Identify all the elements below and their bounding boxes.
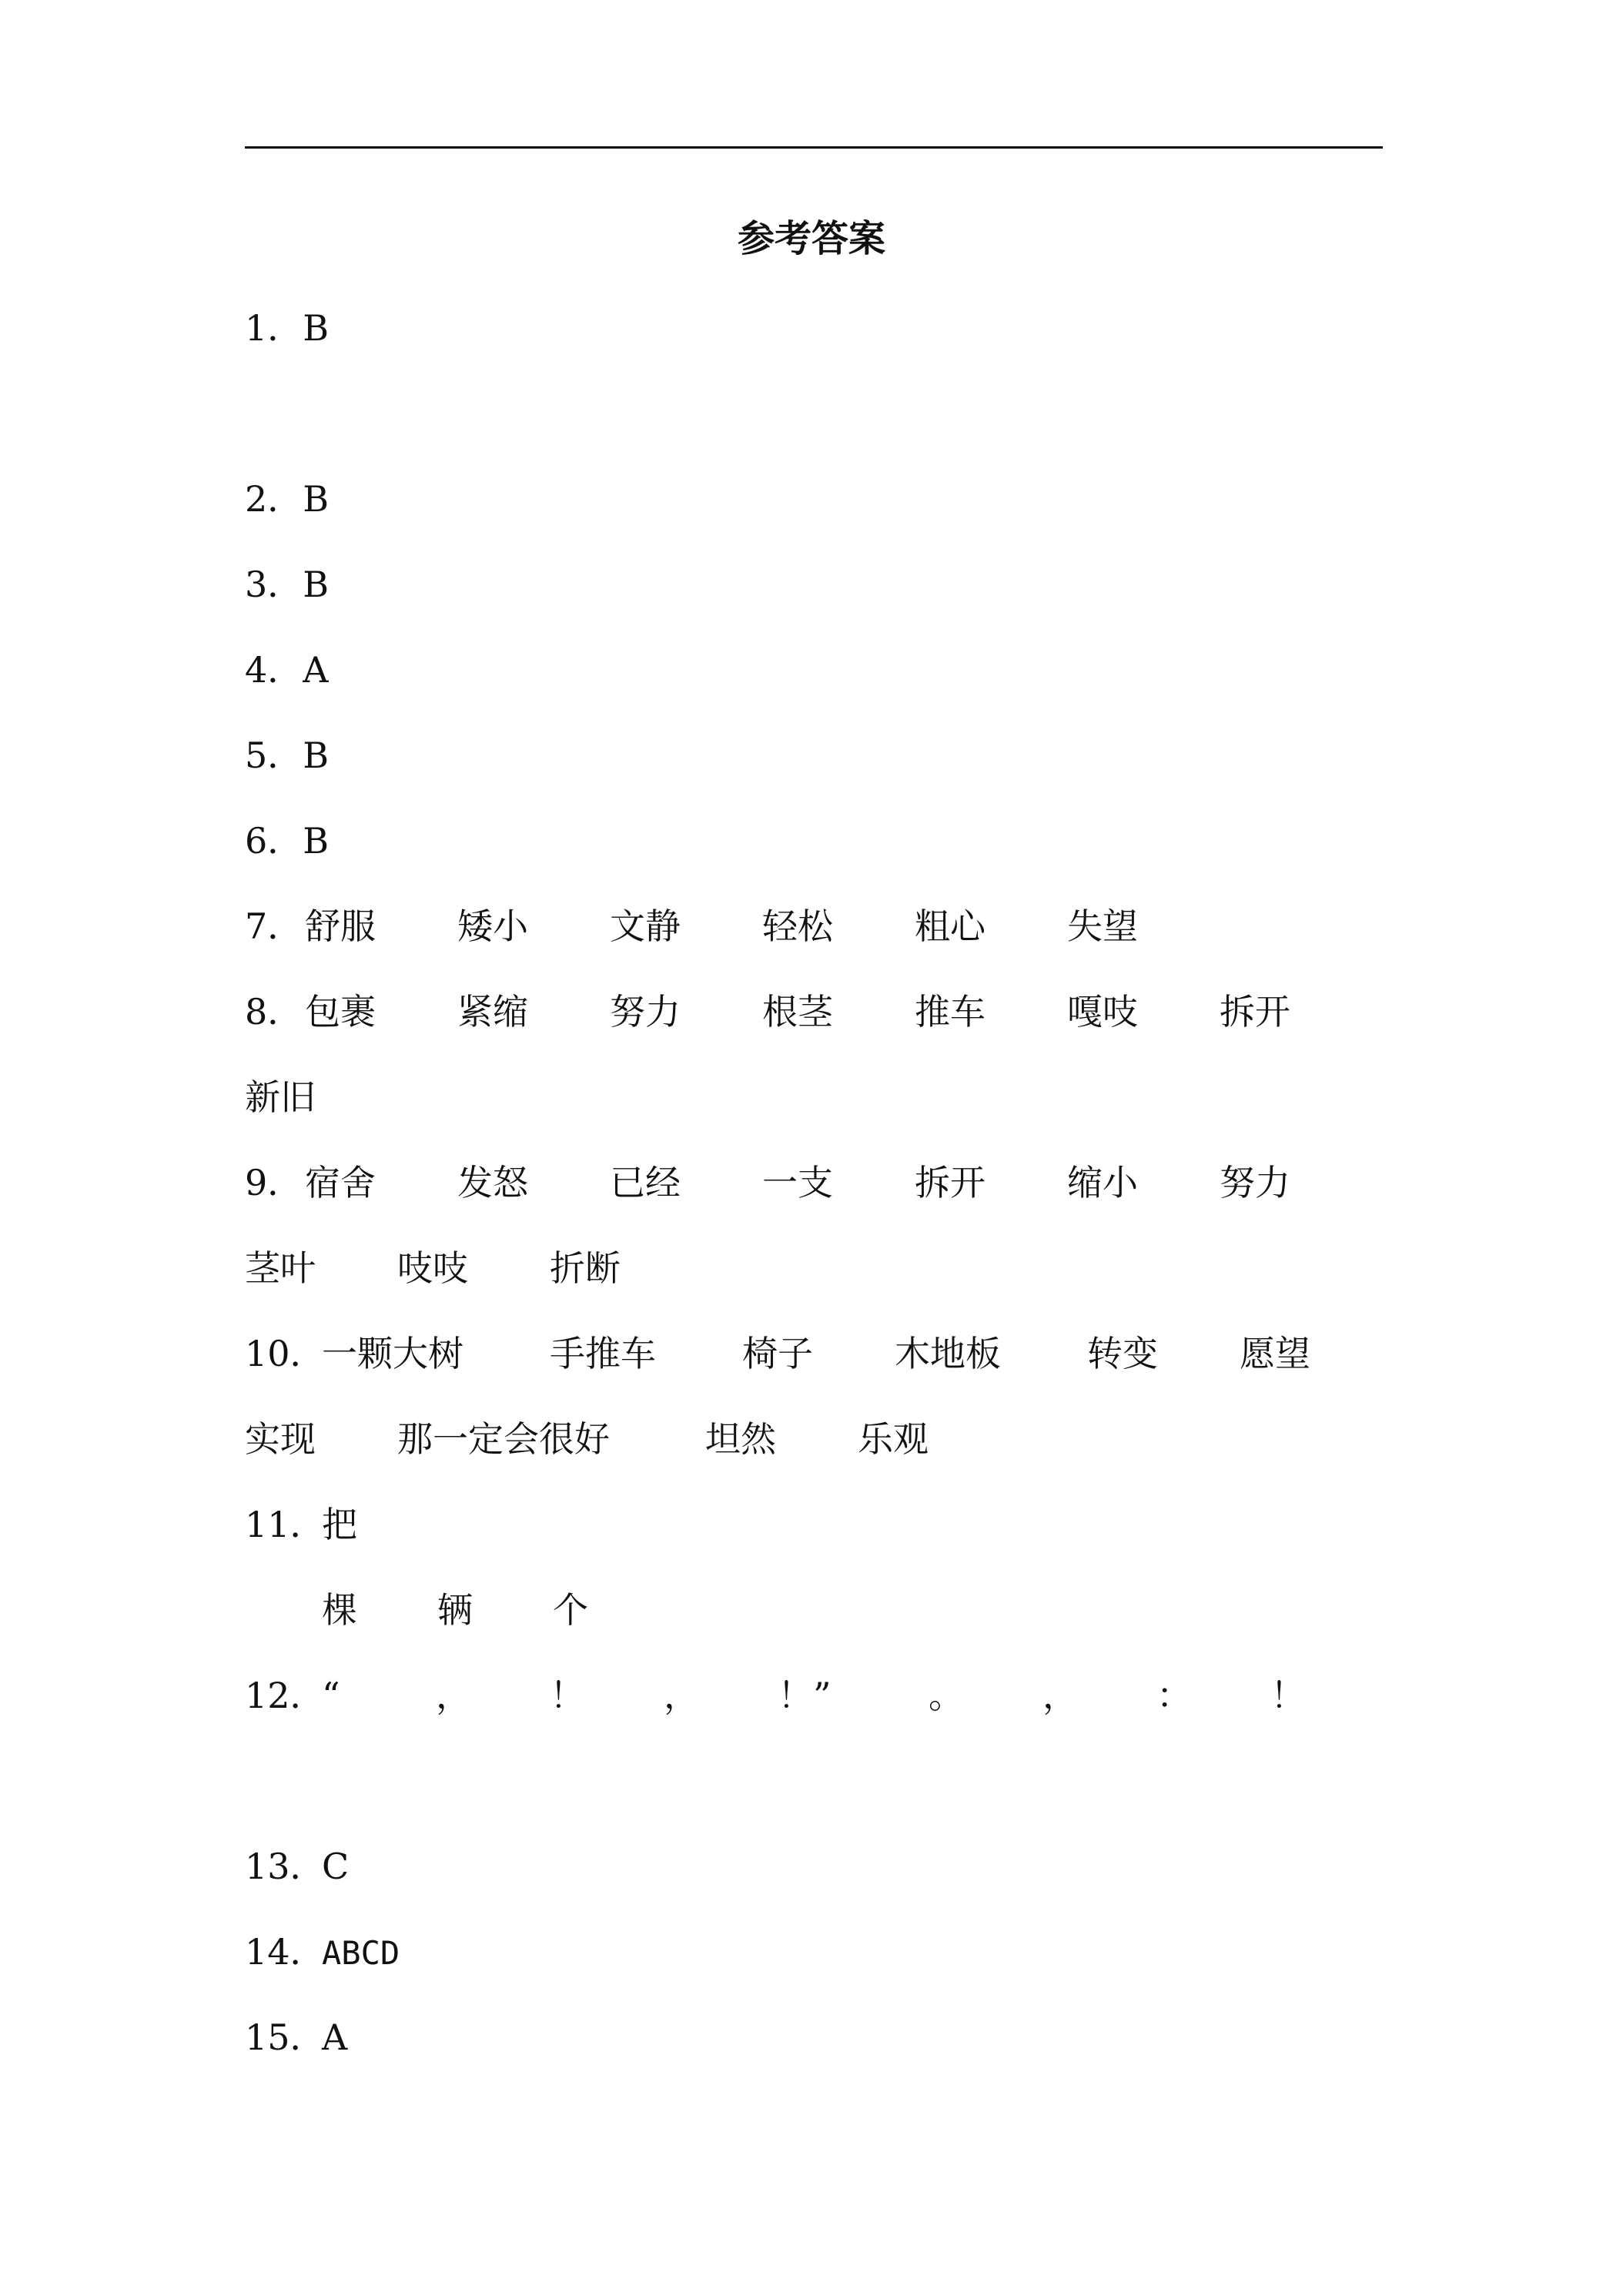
answer-9: [245, 1158, 1290, 1207]
answer-word: 舒服: [305, 905, 376, 947]
answer-word: 椅子: [742, 1333, 813, 1374]
answer-10-continuation: [245, 1414, 929, 1464]
punctuation-mark: 。: [929, 1675, 964, 1716]
answer-text: B: [303, 307, 330, 349]
answer-number: 15．: [245, 2017, 326, 2058]
answer-word: 缩小: [1067, 1162, 1138, 1203]
answer-number: 2．: [245, 478, 303, 520]
answer-word: 拆开: [915, 1162, 986, 1203]
answer-8-continuation: [245, 1073, 316, 1122]
answer-word: 宿舍: [305, 1162, 376, 1203]
answer-number: 5．: [245, 735, 303, 776]
answer-number: 8．: [245, 991, 303, 1033]
answer-5: [245, 731, 329, 780]
answer-word: 那一定会很好: [397, 1418, 610, 1460]
answer-word: 愿望: [1240, 1333, 1310, 1374]
answer-number: 9．: [245, 1162, 303, 1203]
answer-number: 6．: [245, 820, 303, 862]
answer-word: 一支: [762, 1162, 833, 1203]
answer-text: B: [303, 478, 330, 520]
header-rule: [245, 146, 1383, 149]
answer-13: [245, 1842, 349, 1891]
answer-word: 乐观: [858, 1418, 929, 1460]
punctuation-mark: ，: [436, 1675, 471, 1716]
answer-9-continuation: [245, 1243, 621, 1293]
answer-word: 手推车: [550, 1333, 656, 1374]
punctuation-mark: ！”: [778, 1675, 832, 1716]
answer-word: 已经: [610, 1162, 681, 1203]
answer-11: [245, 1500, 357, 1549]
answer-number: 4．: [245, 649, 303, 691]
punctuation-mark: “: [322, 1675, 340, 1716]
answer-text: B: [303, 564, 330, 605]
answer-14: [245, 1927, 400, 1978]
answer-word: 拆开: [1220, 991, 1290, 1033]
answer-text: B: [303, 820, 330, 862]
answer-text: A: [303, 649, 329, 691]
punctuation-mark: ，: [1042, 1675, 1078, 1716]
answer-11-continuation: [322, 1585, 588, 1635]
answer-number: 1．: [245, 307, 303, 349]
answer-word: 发怒: [457, 1162, 528, 1203]
answer-word: 包裹: [305, 991, 376, 1033]
answer-word: 努力: [610, 991, 681, 1033]
answer-7: [245, 902, 1138, 951]
answer-word: 失望: [1067, 905, 1138, 947]
answer-2: [245, 474, 329, 524]
answer-word: 吱吱: [397, 1247, 468, 1289]
answer-word: 坦然: [705, 1418, 776, 1460]
answer-number: 14．: [245, 1931, 326, 1973]
answer-word: 个: [553, 1589, 588, 1631]
answer-word: 新旧: [245, 1076, 316, 1118]
answer-word: 粗心: [915, 905, 986, 947]
answer-word: 辆: [437, 1589, 473, 1631]
answer-3: [245, 560, 329, 609]
answer-10: [245, 1329, 1310, 1378]
answer-word: 棵: [322, 1589, 357, 1631]
answer-word: 根茎: [762, 991, 833, 1033]
answer-1: [245, 303, 329, 353]
punctuation-mark: ！: [550, 1675, 585, 1716]
answer-word: 嘎吱: [1067, 991, 1138, 1033]
answer-number: 11．: [245, 1504, 326, 1545]
answer-word: 转变: [1087, 1333, 1158, 1374]
answer-text: A: [322, 2017, 348, 2058]
answer-word: 文静: [610, 905, 681, 947]
answer-word: 木地板: [895, 1333, 1001, 1374]
answer-6: [245, 816, 329, 865]
punctuation-mark: ！: [1270, 1675, 1306, 1716]
answer-12: [245, 1671, 1306, 1720]
answer-word: 矮小: [457, 905, 528, 947]
answer-text: 把: [322, 1504, 357, 1545]
answer-number: 3．: [245, 564, 303, 605]
answer-word: 紧缩: [457, 991, 528, 1033]
answer-text: C: [322, 1846, 350, 1887]
answer-word: 折断: [550, 1247, 621, 1289]
answer-word: 茎叶: [245, 1247, 316, 1289]
answer-number: 7．: [245, 905, 303, 947]
answer-number: 13．: [245, 1846, 326, 1887]
answer-word: 推车: [915, 991, 986, 1033]
answer-text: B: [303, 735, 330, 776]
answer-8: [245, 987, 1290, 1036]
answer-word: 轻松: [762, 905, 833, 947]
answer-text: ABCD: [322, 1934, 400, 1972]
answer-15: [245, 2013, 347, 2062]
answer-number: 10．: [245, 1333, 326, 1374]
answer-4: [245, 645, 329, 694]
punctuation-mark: ：: [1156, 1675, 1192, 1716]
answer-word: 一颗大树: [322, 1333, 463, 1374]
answer-word: 努力: [1220, 1162, 1290, 1203]
punctuation-mark: ，: [664, 1675, 699, 1716]
answer-number: 12．: [245, 1675, 326, 1716]
page-title: 参考答案: [737, 217, 885, 260]
answer-word: 实现: [245, 1418, 316, 1460]
